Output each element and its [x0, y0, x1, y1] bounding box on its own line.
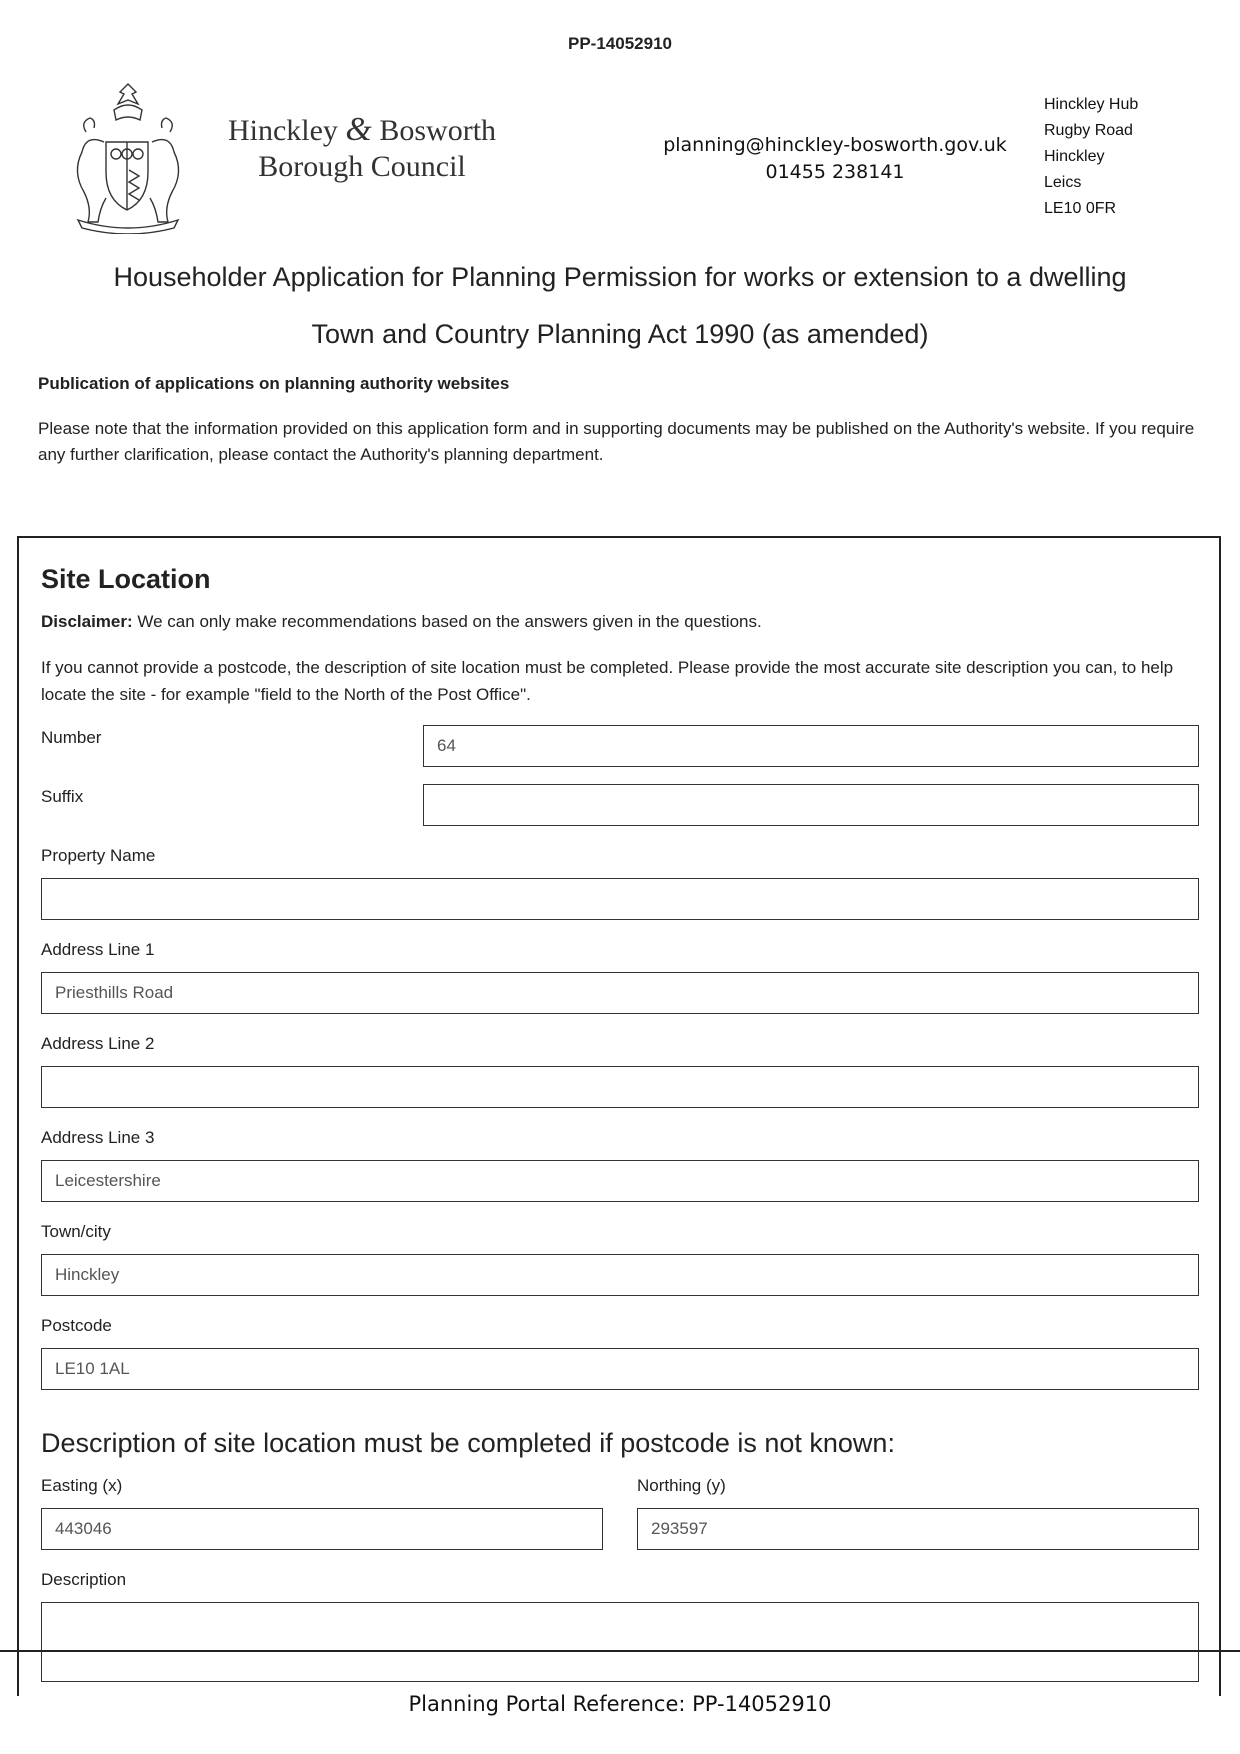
council-contact [660, 132, 1010, 186]
address-line2-label: Address Line 2 [41, 1034, 155, 1053]
address-line1-field[interactable]: Priesthills Road [41, 972, 1199, 1014]
contact-phone: 01455 238141 [765, 161, 905, 183]
postcode-field[interactable]: LE10 1AL [41, 1348, 1199, 1390]
footer-divider [0, 1650, 1240, 1652]
address-line: LE10 0FR [1044, 200, 1117, 217]
address-line3-label: Address Line 3 [41, 1128, 155, 1147]
address-line: Rugby Road [1044, 122, 1133, 139]
reference-number: PP-14052910 [568, 34, 672, 53]
council-address [1044, 92, 1138, 222]
number-field[interactable]: 64 [423, 725, 1199, 767]
description-label: Description [41, 1570, 127, 1589]
council-crest-icon [66, 80, 190, 234]
address-line: Hinckley [1044, 148, 1105, 165]
postcode-label: Postcode [41, 1316, 112, 1335]
description-heading: Description of site location must be completed if postcode is not known: [41, 1428, 895, 1458]
site-location-note: If you cannot provide a postcode, the description of site location must be completed. Please provide the most accurate site description you can, to help locate the site - for example "field to the North of the Post Office". [41, 658, 1174, 704]
form-title: Householder Application for Planning Permission for works or extension to a dwelling [113, 262, 1127, 292]
description-field[interactable] [41, 1602, 1199, 1682]
disclaimer: Disclaimer: We can only make recommendations based on the answers given in the questions. [41, 612, 762, 631]
northing-field[interactable]: 293597 [637, 1508, 1199, 1550]
footer-reference: Planning Portal Reference: PP-14052910 [408, 1692, 832, 1716]
council-name: Hinckley & Bosworth Borough Council [227, 111, 497, 183]
form-subtitle: Town and Country Planning Act 1990 (as amended) [311, 319, 929, 349]
property-name-label: Property Name [41, 846, 156, 865]
property-name-field[interactable] [41, 878, 1199, 920]
publication-heading: Publication of applications on planning authority websites [38, 374, 510, 393]
northing-label: Northing (y) [637, 1476, 726, 1495]
site-location-panel [17, 536, 1221, 1696]
easting-field[interactable]: 443046 [41, 1508, 603, 1550]
contact-email: planning@hinckley-bosworth.gov.uk [663, 134, 1007, 156]
address-line1-label: Address Line 1 [41, 940, 155, 959]
section-title: Site Location [41, 564, 211, 594]
town-label: Town/city [41, 1222, 111, 1241]
easting-label: Easting (x) [41, 1476, 123, 1495]
address-line2-field[interactable] [41, 1066, 1199, 1108]
town-field[interactable]: Hinckley [41, 1254, 1199, 1296]
suffix-label: Suffix [41, 787, 84, 806]
suffix-field[interactable] [423, 784, 1199, 826]
publication-text: Please note that the information provided on this application form and in supporting documents may be published on the Authority's website. If you require any further clarification, please contact the Authority's planning department. [38, 419, 1195, 464]
number-label: Number [41, 728, 102, 747]
address-line3-field[interactable]: Leicestershire [41, 1160, 1199, 1202]
address-line: Hinckley Hub [1044, 96, 1139, 113]
address-line: Leics [1044, 174, 1082, 191]
